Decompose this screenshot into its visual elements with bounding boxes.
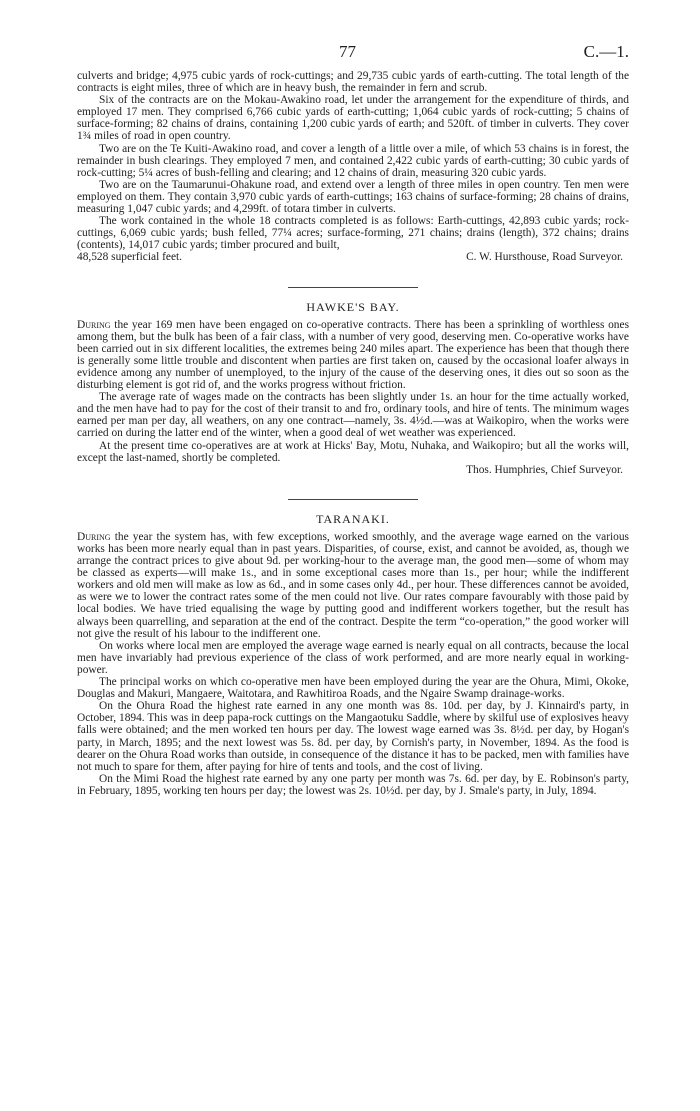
- document-reference: C.—1.: [583, 42, 629, 61]
- paragraph: The average rate of wages made on the contracts has been slightly under 1s. an hour for the time actually worked, and the men have had to pay for the cost of their transit to and fro, ordinary tools, and hire of tents. The minimum wages earned per man per day, all weathers, on any one contract—namely, 3s. 4½d.—was at Waikopiro, when the works were carried on during the latter end of the winter, when a good deal of wet weather was experienced.: [77, 391, 629, 440]
- page-number: 77: [339, 42, 356, 61]
- paragraph: On the Mimi Road the highest rate earned by any one party per month was 7s. 6d. per day, by E. Robinson's party, in February, 1895, working ten hours per day; the lowest was 2s. 10½d. per day, by J. Smale's party, in July, 1894.: [77, 772, 629, 797]
- lead-word: During: [77, 318, 111, 331]
- signature: C. W. Hursthouse, Road Surveyor.: [466, 251, 623, 264]
- paragraph: Two are on the Taumarunui-Ohakune road, and extend over a length of three miles in open country. Ten men were employed on them. They contain 3,970 cubic yards of earth-cuttings; 163 chains of surface-forming; 28 chains of drains, measuring 1,047 cubic yards; and 4,299ft. of totara timber in culverts.: [77, 178, 629, 216]
- paragraph: culverts and bridge; 4,975 cubic yards of rock-cuttings; and 29,735 cubic yards of earth-cutting. The total length of the contracts is eight miles, three of which are in heavy bush, the remainder in fern and scrub.: [77, 70, 629, 95]
- paragraph: On works where local men are employed the average wage earned is nearly equal on all contracts, because the local men have invariably had previous experience of the class of work performed, and are more nearly equal in working-power.: [77, 639, 629, 676]
- divider: [288, 287, 418, 288]
- document-page: [77, 42, 629, 797]
- page-header: [77, 42, 629, 70]
- paragraph-text: the year the system has, with few exceptions, worked smoothly, and the average wage earned on the various works has been more nearly equal than in past years. Disparities, of course, exist, and cannot be avoided, as, though we arrange the contract prices to give about 9d. per working-hour to the average man, the good men—some of whom may be classed as experts—will make 1s., and in some exceptional cases more than 1s., per hour; while the indifferent workers and old men will make as low as 6d., and in some cases only 4d., per hour. These differences cannot be avoided, as were we to lower the contract rates some of the men could not live. Our rates compare favourably with those paid by local bodies. We have tried equalising the wage by putting good and indifferent workers together, but the result has always been quarrelling, and separation at the end of the contract. Despite the term “co-operation,” the good worker will not give the result of his labour to the indifferent one.: [77, 530, 629, 640]
- paragraph-text: the year 169 men have been engaged on co-operative contracts. There has been a sprinkling of worthless ones among them, but the bulk has been of a fair class, with a number of very good, deserving men. Co-operative works have been carried out in six different localities, the extremes being 240 miles apart. The experience has been that though there is generally some little trouble and discontent when parties are first taken on, caused by the occasional loafer always in evidence among any number of unemployed, to the injury of the cause of the deserving ones, it dies out so soon as the disturbing element is got rid of, and the works progress without friction.: [77, 318, 629, 392]
- paragraph: [77, 319, 629, 392]
- lead-word: During: [77, 530, 111, 543]
- section-heading: HAWKE'S BAY.: [306, 299, 400, 314]
- section-taranaki: [77, 513, 629, 797]
- paragraph-end: 48,528 superficial feet.: [77, 251, 183, 264]
- paragraph: The work contained in the whole 18 contracts completed is as follows: Earth-cuttings, 42,893 cubic yards; rock-cuttings, 6,069 cubic yards; bush felled, 77¼ acres; surface-forming, 271 chains; drains (length), 372 chains; drains (contents), 14,017 cubic yards; timber procured and built,: [77, 215, 629, 252]
- paragraph: Two are on the Te Kuiti-Awakino road, and cover a length of a little over a mile, of which 53 chains is in forest, the remainder in bush clearings. They employed 7 men, and contained 2,422 cubic yards of earth-cutting; 30 cubic yards of rock-cutting; 5¼ acres of bush-felling and clearing; and 12 chains of drain, measuring 320 cubic yards.: [77, 142, 629, 179]
- section-mokau-report: [77, 70, 629, 264]
- paragraph: Six of the contracts are on the Mokau-Awakino road, let under the arrangement for the expenditure of thirds, and employed 17 men. They comprised 6,766 cubic yards of earth-cutting; 1,064 cubic yards of rock-cutting; 5 chains of surface-forming; 82 chains of drains, containing 1,200 cubic yards of earth; and 520ft. of timber in culverts. They cover 1¾ miles of road in open country.: [77, 94, 629, 143]
- signature: Thos. Humphries, Chief Surveyor.: [466, 463, 623, 476]
- divider: [288, 499, 418, 500]
- paragraph: At the present time co-operatives are at work at Hicks' Bay, Motu, Nuhaka, and Waikopiro; but all the works will, except the last-named, shortly be completed.: [77, 439, 629, 464]
- paragraph: The principal works on which co-operative men have been employed during the year are the Ohura, Mimi, Okoke, Douglas and Makuri, Mangaere, Waitotara, and Rawhitiroa Roads, and the Ngaire Swamp drainage-works.: [77, 676, 629, 701]
- paragraph: [77, 531, 629, 640]
- closing-line: [77, 251, 629, 263]
- paragraph: On the Ohura Road the highest rate earned in any one month was 8s. 10d. per day, by J. Kinnaird's party, in October, 1894. This was in deep papa-rock cuttings on the Mangaotuku Saddle, where by skilful use of explosives heavy falls were obtained; and the men worked ten hours per day. The lowest wage earned was 3s. 8½d. per day, by Hogan's party, in March, 1895; and the next lowest was 5s. 8d. per day, by Cornish's party, in November, 1894. As the food is dearer on the Ohura Road works than outside, in consequence of the distance it has to be packed, men with families have not much to spare for them, after paying for hire of tents and tools, and the cost of living.: [77, 700, 629, 773]
- section-heading: TARANAKI.: [316, 511, 390, 526]
- section-hawkes-bay: [77, 301, 629, 476]
